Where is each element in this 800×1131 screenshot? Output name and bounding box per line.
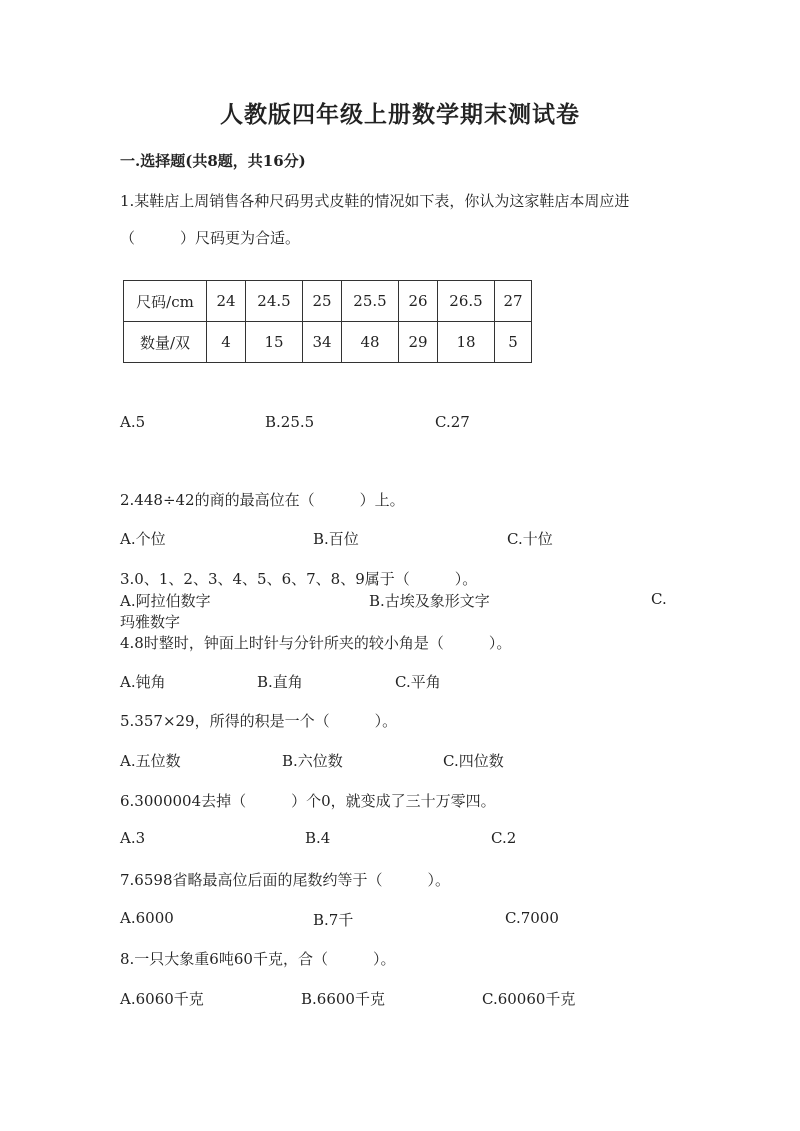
table-cell: 29 bbox=[399, 322, 438, 363]
question-3-option-a[interactable]: A.阿拉伯数字 bbox=[120, 592, 211, 610]
question-8-option-b[interactable]: B.6600千克 bbox=[301, 990, 385, 1008]
question-6-text: 6.3000004去掉（ ）个0，就变成了三十万零四。 bbox=[120, 792, 496, 810]
table-cell: 24.5 bbox=[246, 281, 303, 322]
question-5-option-c[interactable]: C.四位数 bbox=[443, 752, 504, 770]
table-row-label: 数量/双 bbox=[124, 322, 207, 363]
section-heading: 一.选择题(共8题，共16分) bbox=[120, 152, 306, 170]
question-3-option-b[interactable]: B.古埃及象形文字 bbox=[369, 592, 490, 610]
question-2-option-b[interactable]: B.百位 bbox=[313, 530, 359, 548]
question-1-line-2: （ ）尺码更为合适。 bbox=[120, 229, 301, 247]
table-cell: 18 bbox=[438, 322, 495, 363]
question-6-option-b[interactable]: B.4 bbox=[305, 829, 331, 847]
table-row-quantities bbox=[124, 322, 532, 363]
question-2-text: 2.448÷42的商的最高位在（ ）上。 bbox=[120, 491, 405, 509]
table-cell: 4 bbox=[207, 322, 246, 363]
table-row-sizes bbox=[124, 281, 532, 322]
question-4-option-a[interactable]: A.钝角 bbox=[120, 673, 166, 691]
table-cell: 5 bbox=[495, 322, 532, 363]
question-4-option-b[interactable]: B.直角 bbox=[257, 673, 303, 691]
question-7-option-b[interactable]: B.7千 bbox=[313, 911, 354, 929]
question-1-option-a[interactable]: A.5 bbox=[120, 413, 146, 431]
page-title: 人教版四年级上册数学期末测试卷 bbox=[220, 101, 580, 128]
table-cell: 15 bbox=[246, 322, 303, 363]
question-4-text: 4.8时整时，钟面上时针与分针所夹的较小角是（ ）。 bbox=[120, 634, 512, 652]
question-2-option-a[interactable]: A.个位 bbox=[120, 530, 166, 548]
table-cell: 48 bbox=[342, 322, 399, 363]
table-cell: 25 bbox=[303, 281, 342, 322]
question-8-text: 8.一只大象重6吨60千克，合（ ）。 bbox=[120, 950, 396, 968]
table-cell: 26.5 bbox=[438, 281, 495, 322]
table-cell: 34 bbox=[303, 322, 342, 363]
question-2-option-c[interactable]: C.十位 bbox=[507, 530, 553, 548]
question-6-option-a[interactable]: A.3 bbox=[120, 829, 146, 847]
question-8-option-a[interactable]: A.6060千克 bbox=[120, 990, 204, 1008]
size-sales-table bbox=[123, 280, 532, 363]
question-3-text: 3.0、1、2、3、4、5、6、7、8、9属于（ ）。 bbox=[120, 570, 478, 588]
table-cell: 27 bbox=[495, 281, 532, 322]
question-3-option-c-continued: 玛雅数字 bbox=[120, 613, 181, 631]
question-1-option-c[interactable]: C.27 bbox=[435, 413, 470, 431]
table-row-label: 尺码/cm bbox=[124, 281, 207, 322]
question-7-text: 7.6598省略最高位后面的尾数约等于（ ）。 bbox=[120, 871, 450, 889]
question-5-option-a[interactable]: A.五位数 bbox=[120, 752, 181, 770]
question-8-option-c[interactable]: C.60060千克 bbox=[482, 990, 576, 1008]
question-5-option-b[interactable]: B.六位数 bbox=[282, 752, 343, 770]
table-cell: 24 bbox=[207, 281, 246, 322]
question-7-option-a[interactable]: A.6000 bbox=[120, 909, 174, 927]
question-6-option-c[interactable]: C.2 bbox=[491, 829, 517, 847]
question-1-option-b[interactable]: B.25.5 bbox=[265, 413, 315, 431]
question-7-option-c[interactable]: C.7000 bbox=[505, 909, 559, 927]
table-cell: 25.5 bbox=[342, 281, 399, 322]
question-1-line-1: 1.某鞋店上周销售各种尺码男式皮鞋的情况如下表，你认为这家鞋店本周应进 bbox=[120, 192, 630, 210]
question-3-option-c[interactable]: C. bbox=[651, 590, 667, 608]
question-5-text: 5.357×29，所得的积是一个（ ）。 bbox=[120, 712, 398, 730]
table-cell: 26 bbox=[399, 281, 438, 322]
question-4-option-c[interactable]: C.平角 bbox=[395, 673, 441, 691]
